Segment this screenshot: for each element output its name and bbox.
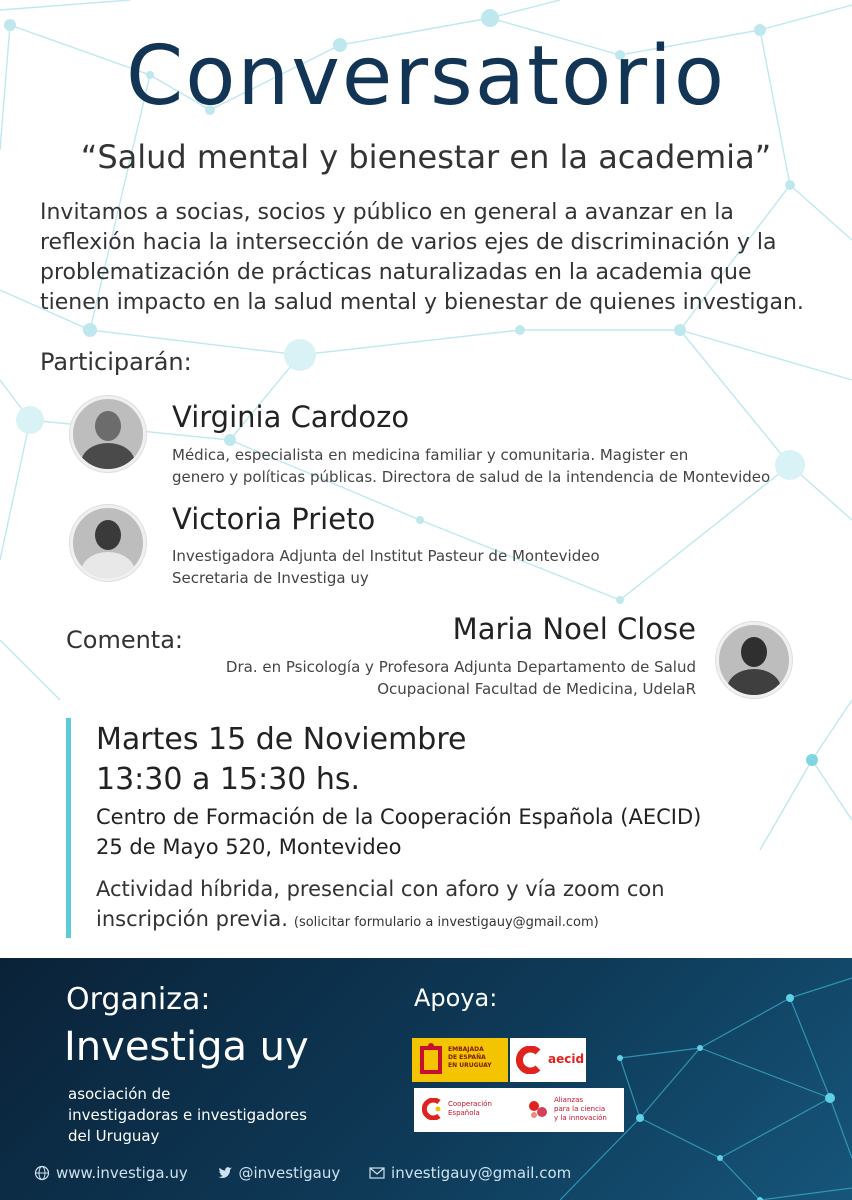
organizer-description bbox=[68, 1084, 307, 1147]
aecid-c-logo bbox=[516, 1046, 544, 1074]
event-accent-bar bbox=[66, 718, 71, 938]
commentator-photo bbox=[716, 622, 792, 698]
organizer-description-line: investigadoras e investigadores bbox=[68, 1106, 307, 1124]
participants-label: Participarán: bbox=[40, 348, 192, 376]
registration-note: (solicitar formulario a investigauy@gmail.com) bbox=[293, 915, 599, 930]
footer bbox=[0, 958, 852, 1200]
organizer-name: Investiga uy bbox=[64, 1024, 309, 1070]
twitter-link[interactable] bbox=[217, 1164, 341, 1182]
event-venue: Centro de Formación de la Cooperación Española (AECID) bbox=[96, 805, 702, 829]
participant-name: Virginia Cardozo bbox=[172, 400, 410, 434]
event-address: 25 de Mayo 520, Montevideo bbox=[96, 835, 402, 859]
alianzas-icon bbox=[526, 1098, 550, 1122]
event-mode-line: inscripción previa. bbox=[96, 907, 288, 931]
website-text: www.investiga.uy bbox=[56, 1164, 188, 1182]
cooperacion-logos-box bbox=[414, 1088, 624, 1132]
embajada-text-line: EMBAJADA bbox=[448, 1046, 484, 1053]
participant-description-line: Investigadora Adjunta del Institut Pasteur de Montevideo bbox=[172, 547, 600, 565]
participant-photo-virginia bbox=[70, 396, 146, 472]
alianzas-text-line: y la innovación bbox=[554, 1114, 607, 1122]
page-title: Conversatorio bbox=[125, 29, 727, 124]
organiza-label: Organiza: bbox=[66, 982, 211, 1017]
event-location bbox=[96, 802, 701, 862]
participant-description-line: Médica, especialista en medicina familiar y comunitaria. Magister en bbox=[172, 446, 689, 464]
commentator-description-line: Dra. en Psicología y Profesora Adjunta Departamento de Salud bbox=[225, 658, 696, 676]
event-subtitle: “Salud mental y bienestar en la academia” bbox=[80, 138, 772, 176]
cooperacion-c-icon bbox=[422, 1098, 444, 1120]
mail-icon bbox=[369, 1165, 385, 1181]
cooperacion-text-line: Española bbox=[448, 1109, 480, 1117]
event-mode-line: Actividad híbrida, presencial con aforo y vía zoom con bbox=[96, 877, 665, 901]
globe-icon bbox=[34, 1165, 50, 1181]
apoya-label: Apoya: bbox=[414, 984, 498, 1012]
twitter-handle: @investigauy bbox=[238, 1164, 341, 1182]
commentator-name: Maria Noel Close bbox=[452, 612, 696, 646]
commentator-description-line: Ocupacional Facultad de Medicina, UdelaR bbox=[377, 680, 696, 698]
spain-coat-of-arms bbox=[418, 1042, 444, 1078]
commentator-label: Comenta: bbox=[66, 626, 183, 654]
event-date: Martes 15 de Noviembre bbox=[96, 722, 467, 757]
website-link[interactable] bbox=[34, 1164, 188, 1182]
aecid-text: aecid bbox=[548, 1052, 585, 1066]
embajada-text-line: EN URUGUAY bbox=[448, 1062, 492, 1069]
organizer-description-line: del Uruguay bbox=[68, 1127, 160, 1145]
alianzas-text-line: para la ciencia bbox=[554, 1105, 606, 1113]
participant-name: Victoria Prieto bbox=[172, 502, 376, 536]
cooperacion-text-line: Cooperación bbox=[448, 1100, 492, 1108]
event-mode bbox=[96, 874, 665, 938]
embajada-text-line: DE ESPAÑA bbox=[448, 1054, 486, 1061]
commentator-description bbox=[226, 656, 696, 700]
event-time: 13:30 a 15:30 hs. bbox=[96, 762, 361, 797]
twitter-icon bbox=[217, 1165, 233, 1181]
organizer-description-line: asociación de bbox=[68, 1085, 171, 1103]
email-link[interactable] bbox=[369, 1164, 571, 1182]
email-text: investigauy@gmail.com bbox=[391, 1164, 572, 1182]
aecid-logo bbox=[510, 1038, 586, 1082]
alianzas-text-line: Alianzas bbox=[554, 1096, 584, 1104]
participant-description bbox=[172, 444, 770, 488]
participant-description bbox=[172, 545, 600, 589]
contact-row bbox=[34, 1164, 595, 1185]
participant-description-line: genero y políticas públicas. Directora de salud de la intendencia de Montevideo bbox=[172, 468, 771, 486]
intro-paragraph: Invitamos a socias, socios y público en general a avanzar en la reflexión hacia la intersección de varios ejes de discriminación y la problematización de prácticas naturalizadas en la academia que tienen impacto en la salud mental y bienestar de quienes investigan. bbox=[40, 200, 804, 315]
participant-description-line: Secretaria de Investiga uy bbox=[172, 569, 369, 587]
embajada-espana-logo bbox=[412, 1038, 508, 1082]
participant-photo-victoria bbox=[70, 505, 146, 581]
